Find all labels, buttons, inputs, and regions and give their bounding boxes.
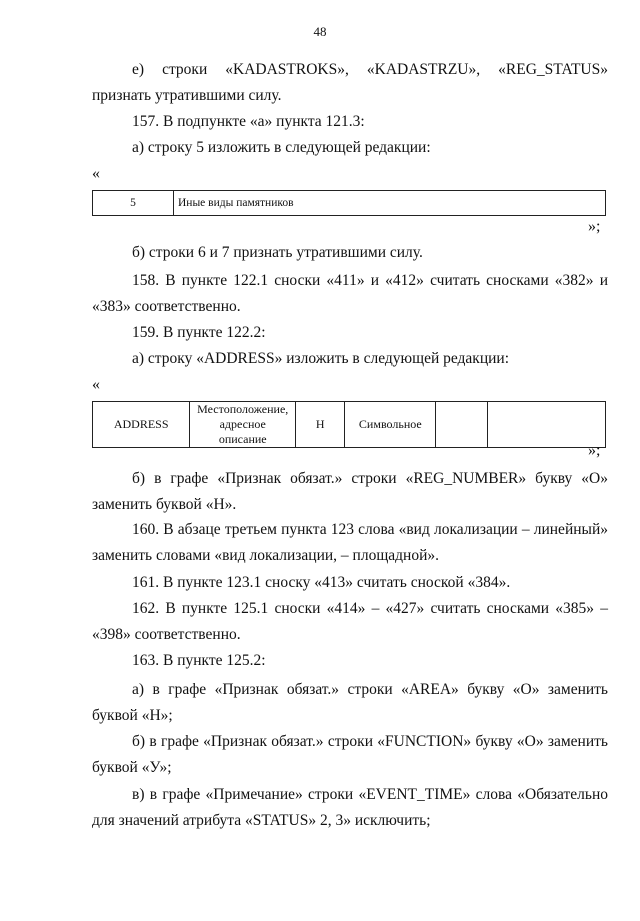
paragraph-163-v: в) в графе «Примечание» строки «EVENT_TIME» слова «Обязательно для значений атрибута «STATUS» 2, 3» исключить; [92, 786, 608, 829]
table-cell-empty-1 [436, 402, 487, 448]
table-cell-type: Символьное [345, 402, 436, 448]
table-cell-text: Иные виды памятников [174, 191, 606, 216]
replacement-table-row-5 [92, 190, 606, 216]
paragraph-163: 163. В пункте 125.2: [132, 652, 266, 669]
paragraph-157: 157. В подпункте «а» пункта 121.3: [132, 113, 365, 130]
table-cell-number: 5 [93, 191, 174, 216]
paragraph-157-a: а) строку 5 изложить в следующей редакции: [132, 139, 431, 156]
quote-open-1: « [92, 165, 100, 182]
quote-close-1: »; [588, 218, 601, 235]
quote-open-2: « [92, 376, 100, 393]
replacement-table-address [92, 401, 606, 448]
table-cell-empty-2 [487, 402, 605, 448]
table-cell-description: Местоположение, адресное описание [190, 402, 296, 448]
table-row [93, 402, 606, 448]
paragraph-159: 159. В пункте 122.2: [132, 324, 266, 341]
paragraph-159-a: а) строку «ADDRESS» изложить в следующей редакции: [132, 350, 510, 367]
table-row [93, 191, 606, 216]
paragraph-161: 161. В пункте 123.1 сноску «413» считать сноской «384». [132, 574, 511, 591]
paragraph-163-b: б) в графе «Признак обязат.» строки «FUNCTION» букву «О» заменить буквой «У»; [92, 733, 608, 776]
page-number: 48 [313, 24, 327, 39]
table-cell-required-flag: Н [296, 402, 345, 448]
paragraph-159-b: б) в графе «Признак обязат.» строки «REG_NUMBER» букву «О» заменить буквой «Н». [92, 470, 608, 513]
paragraph-158: 158. В пункте 122.1 сноски «411» и «412» считать сносками «382» и «383» соответственно. [92, 272, 608, 315]
paragraph-160: 160. В абзаце третьем пункта 123 слова «вид локализации – линейный» заменить словами «вид локализации, – площадной». [92, 521, 608, 564]
paragraph-162: 162. В пункте 125.1 сноски «414» – «427» считать сносками «385» – «398» соответственно. [92, 600, 608, 643]
paragraph-163-a: а) в графе «Признак обязат.» строки «AREA» букву «О» заменить буквой «Н»; [92, 681, 608, 724]
quote-close-2: »; [588, 442, 601, 459]
paragraph-157-b: б) строки 6 и 7 признать утратившими силу. [132, 244, 423, 261]
paragraph-e-kadastroks: е) строки «KADASTROKS», «KADASTRZU», «REG_STATUS» признать утратившими силу. [92, 61, 608, 104]
table-cell-code: ADDRESS [93, 402, 190, 448]
